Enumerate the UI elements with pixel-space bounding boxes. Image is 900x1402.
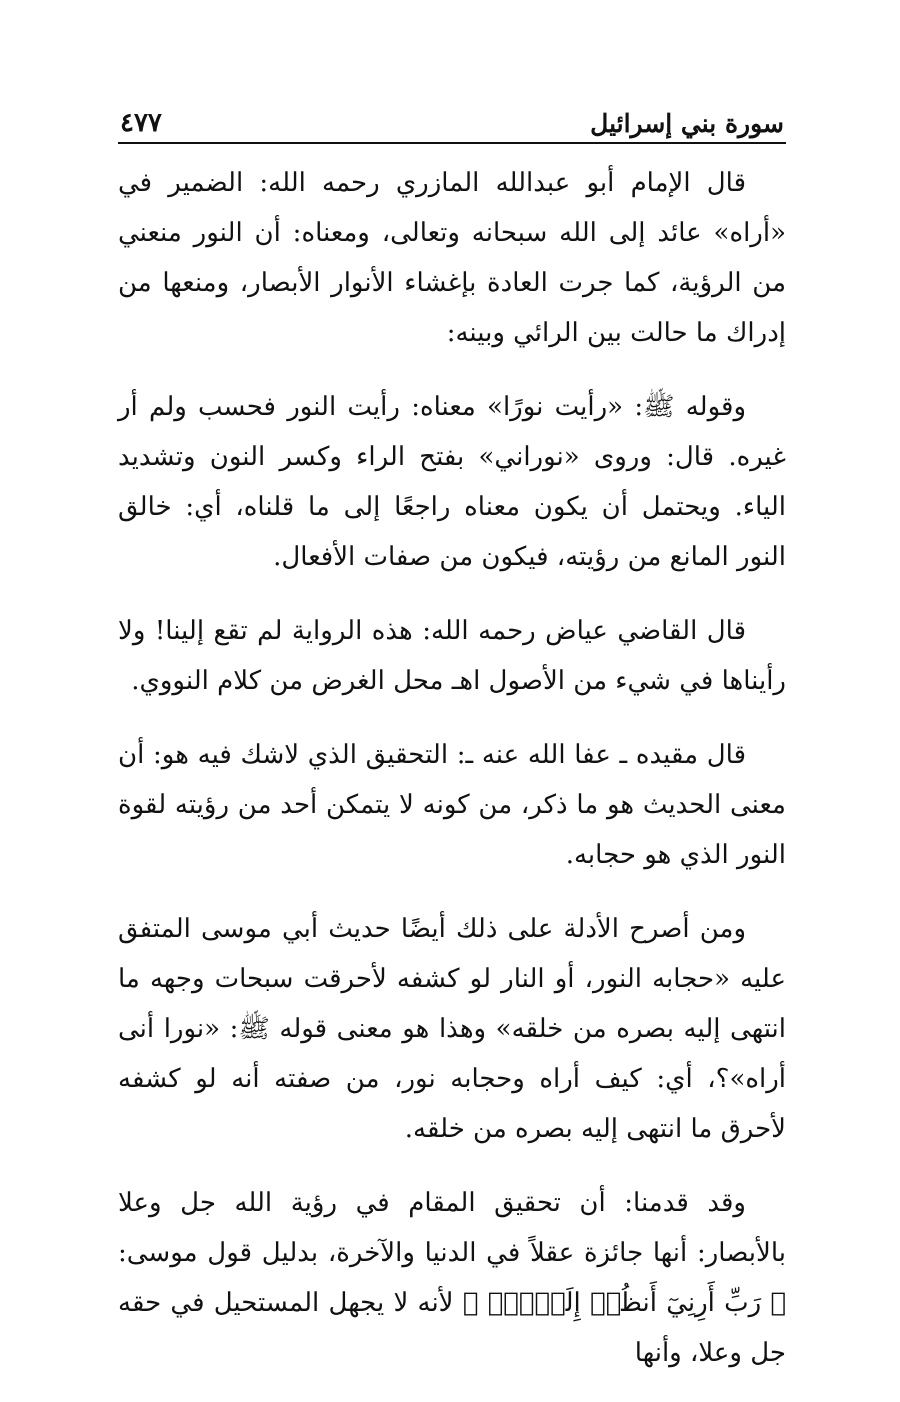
paragraph-abu-musa-hadith: ومن أصرح الأدلة على ذلك أيضًا حديث أبي موسى المتفق عليه «حجابه النور، أو النار لو كشفه لأحرقت سبحات وجهه ما انتهى إليه بصره من خلقه» وهذا هو معنى قوله ﷺ: «نورا أنى أراه»؟، أي: كيف أراه وحجابه نور، من صفته أنه لو كشفه لأحرق ما انتهى إليه بصره من خلقه. [118,914,786,1144]
book-page [118,100,786,1402]
paragraph-qadi-iyad: قال القاضي عياض رحمه الله: هذه الرواية لم تقع إلينا! ولا رأيناها في شيء من الأصول اهـ محل الغرض من كلام النووي. [118,616,786,696]
page-header [118,100,786,144]
paragraph-mazari: قال الإمام أبو عبدالله المازري رحمه الله: الضمير في «أراه» عائد إلى الله سبحانه وتعالى، ومعناه: أن النور منعني من الرؤية، كما جرت العادة بإغشاء الأنوار الأبصار، ومنعها من إدراك ما حالت بين الرائي وبينه: [118,168,786,348]
page-body [118,158,786,1378]
surah-title: سورة بني إسرائيل [590,109,784,138]
paragraph-muqayyiduh: قال مقيده ـ عفا الله عنه ـ: التحقيق الذي لاشك فيه هو: أن معنى الحديث هو ما ذكر، من كونه لا يتمكن أحد من رؤيته لقوة النور الذي هو حجابه. [118,740,786,870]
paragraph-raaytu-nuran: وقوله ﷺ: «رأيت نورًا» معناه: رأيت النور فحسب ولم أر غيره. قال: وروى «نوراني» بفتح الراء وكسر النون وتشديد الياء. ويحتمل أن يكون معناه راجعًا إلى ما قلناه، أي: خالق النور المانع من رؤيته، فيكون من صفات الأفعال. [118,392,786,572]
page-number: ٤٧٧ [120,108,162,138]
paragraph-ruya-tahqiq: وقد قدمنا: أن تحقيق المقام في رؤية الله جل وعلا بالأبصار: أنها جائزة عقلاً في الدنيا والآخرة، بدليل قول موسى: ﴿ رَبِّ أَرِنِيٓ أَنظُرۡ إِلَيۡكَۚ ﴾ لأنه لا يجهل المستحيل في حقه جل وعلا، وأنها [118,1188,786,1368]
